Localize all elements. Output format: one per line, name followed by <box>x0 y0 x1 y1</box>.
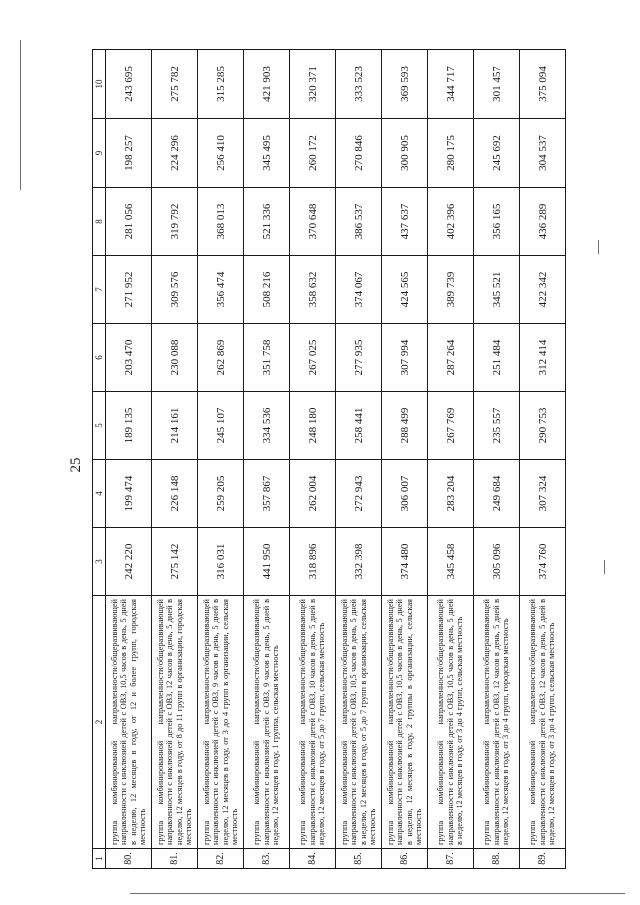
value-cell: 245 107 <box>198 392 244 460</box>
value-cell: 357 867 <box>244 460 290 528</box>
value-cell: 305 096 <box>474 528 520 596</box>
value-cell: 374 480 <box>382 528 428 596</box>
value-cell: 374 067 <box>336 256 382 324</box>
value-cell: 270 846 <box>336 119 382 188</box>
column-number-5: 5 <box>93 392 106 460</box>
value-cell: 332 398 <box>336 528 382 596</box>
value-cell: 235 557 <box>474 392 520 460</box>
table-row <box>152 50 198 869</box>
page-number: 25 <box>68 457 84 473</box>
row-number: 81. <box>152 849 198 869</box>
value-cell: 307 324 <box>520 460 566 528</box>
column-number-8: 8 <box>93 188 106 256</box>
table-row <box>474 50 520 869</box>
value-cell: 262 869 <box>198 324 244 392</box>
row-number: 82. <box>198 849 244 869</box>
value-cell: 275 782 <box>152 50 198 119</box>
value-cell: 358 632 <box>290 256 336 324</box>
value-cell: 521 336 <box>244 188 290 256</box>
row-description: группа комбинированной направленности/общеразвивающей направленности с инклюзией детей с ОВЗ, 9 часов в день, 5 дней в неделю, 12 месяцев в году, от 3 до 4 групп в организации, сельская местность <box>198 596 244 849</box>
value-cell: 242 220 <box>106 528 152 596</box>
row-description: группа комбинированной направленности/общеразвивающей направленности с инклюзией детей с ОВЗ, 10,5 часов в день, 5 дней в неделю, 12 месяцев в году, от 12 и более групп, городская местность <box>106 596 152 849</box>
value-cell: 370 648 <box>290 188 336 256</box>
column-number-6: 6 <box>93 324 106 392</box>
value-cell: 334 536 <box>244 392 290 460</box>
value-cell: 422 342 <box>520 256 566 324</box>
column-number-3: 3 <box>93 528 106 596</box>
value-cell: 251 484 <box>474 324 520 392</box>
value-cell: 344 717 <box>428 50 474 119</box>
row-number: 83. <box>244 849 290 869</box>
value-cell: 262 004 <box>290 460 336 528</box>
value-cell: 189 135 <box>106 392 152 460</box>
value-cell: 389 739 <box>428 256 474 324</box>
row-description: группа комбинированной направленности/общеразвивающей направленности с инклюзией детей с ОВЗ, 9 часов в день, 5 дней в неделю, 12 месяцев в году, 1 группа, сельская местность <box>244 596 290 849</box>
value-cell: 259 205 <box>198 460 244 528</box>
value-cell: 441 950 <box>244 528 290 596</box>
row-description: группа комбинированной направленности/общеразвивающей направленности с инклюзией детей с ОВЗ, 12 часов в день, 5 дней в неделю, 12 месяцев в году, от 3 до 4 групп, городская местность <box>474 596 520 849</box>
value-cell: 203 470 <box>106 324 152 392</box>
value-cell: 436 289 <box>520 188 566 256</box>
value-cell: 421 903 <box>244 50 290 119</box>
value-cell: 508 216 <box>244 256 290 324</box>
value-cell: 320 371 <box>290 50 336 119</box>
row-number: 85. <box>336 849 382 869</box>
value-cell: 243 695 <box>106 50 152 119</box>
value-cell: 281 056 <box>106 188 152 256</box>
value-cell: 345 495 <box>244 119 290 188</box>
value-cell: 287 264 <box>428 324 474 392</box>
tariff-table <box>92 49 566 869</box>
value-cell: 356 165 <box>474 188 520 256</box>
value-cell: 301 457 <box>474 50 520 119</box>
value-cell: 309 576 <box>152 256 198 324</box>
value-cell: 300 905 <box>382 119 428 188</box>
table-row <box>382 50 428 869</box>
value-cell: 272 943 <box>336 460 382 528</box>
value-cell: 345 521 <box>474 256 520 324</box>
row-number: 89. <box>520 849 566 869</box>
value-cell: 319 792 <box>152 188 198 256</box>
table-row <box>244 50 290 869</box>
value-cell: 198 257 <box>106 119 152 188</box>
value-cell: 375 094 <box>520 50 566 119</box>
value-cell: 256 410 <box>198 119 244 188</box>
value-cell: 280 175 <box>428 119 474 188</box>
value-cell: 318 896 <box>290 528 336 596</box>
table-row <box>198 50 244 869</box>
value-cell: 437 637 <box>382 188 428 256</box>
row-description: группа комбинированной направленности/общеразвивающей направленности с инклюзией детей с ОВЗ, 10,5 часов в день, 5 дней в неделю, 12 месяцев в году, от 5 до 7 групп в организации, сельская местность <box>336 596 382 849</box>
value-cell: 333 523 <box>336 50 382 119</box>
row-number: 88. <box>474 849 520 869</box>
value-cell: 245 692 <box>474 119 520 188</box>
value-cell: 306 007 <box>382 460 428 528</box>
value-cell: 267 025 <box>290 324 336 392</box>
row-number: 84. <box>290 849 336 869</box>
value-cell: 312 414 <box>520 324 566 392</box>
value-cell: 345 458 <box>428 528 474 596</box>
value-cell: 258 441 <box>336 392 382 460</box>
column-number-10: 10 <box>93 50 106 119</box>
value-cell: 249 684 <box>474 460 520 528</box>
row-description: группа комбинированной направленности/общеразвивающей направленности с инклюзией детей с ОВЗ, 12 часов в день, 5 дней в неделю, 12 месяцев в году, от 8 до 11 групп в организации, городская местность <box>152 596 198 849</box>
value-cell: 230 088 <box>152 324 198 392</box>
value-cell: 351 758 <box>244 324 290 392</box>
row-number: 87. <box>428 849 474 869</box>
value-cell: 315 285 <box>198 50 244 119</box>
value-cell: 290 753 <box>520 392 566 460</box>
value-cell: 283 204 <box>428 460 474 528</box>
column-number-9: 9 <box>93 119 106 188</box>
value-cell: 386 537 <box>336 188 382 256</box>
table-row <box>336 50 382 869</box>
column-number-2: 2 <box>93 596 106 849</box>
value-cell: 374 760 <box>520 528 566 596</box>
value-cell: 369 593 <box>382 50 428 119</box>
column-number-7: 7 <box>93 256 106 324</box>
value-cell: 402 396 <box>428 188 474 256</box>
value-cell: 271 952 <box>106 256 152 324</box>
row-number: 80. <box>106 849 152 869</box>
column-number-1: 1 <box>93 849 106 869</box>
table-row <box>106 50 152 869</box>
value-cell: 368 013 <box>198 188 244 256</box>
value-cell: 288 499 <box>382 392 428 460</box>
value-cell: 304 537 <box>520 119 566 188</box>
value-cell: 248 180 <box>290 392 336 460</box>
value-cell: 199 474 <box>106 460 152 528</box>
value-cell: 275 142 <box>152 528 198 596</box>
row-description: группа комбинированной направленности/общеразвивающей направленности с инклюзией детей с ОВЗ, 12 часов в день, 5 дней в неделю, 12 месяцев в году, от 3 до 4 групп, сельская местность <box>520 596 566 849</box>
value-cell: 214 161 <box>152 392 198 460</box>
row-description: группа комбинированной направленности/общеразвивающей направленности с инклюзией детей с ОВЗ, 10,5 часов в день, 5 дней в неделю, 12 месяцев в году, 2 группы в организации, сельская местность <box>382 596 428 849</box>
row-description: группа комбинированной направленности/общеразвивающей направленности с инклюзией детей с ОВЗ, 10 часов в день, 5 дней в неделю, 12 месяцев в году, от 5 до 7 групп, сельская местность <box>290 596 336 849</box>
value-cell: 356 474 <box>198 256 244 324</box>
column-number-row <box>93 50 106 869</box>
row-description: группа комбинированной направленности/общеразвивающей направленности с инклюзией детей с ОВЗ, 10,5 часов в день, 5 дней в неделю, 12 месяцев в году, от 3 до 4 групп, сельская местность <box>428 596 474 849</box>
value-cell: 267 769 <box>428 392 474 460</box>
table-body <box>106 50 566 869</box>
column-number-4: 4 <box>93 460 106 528</box>
value-cell: 224 296 <box>152 119 198 188</box>
value-cell: 277 935 <box>336 324 382 392</box>
value-cell: 307 994 <box>382 324 428 392</box>
value-cell: 226 148 <box>152 460 198 528</box>
table-row <box>428 50 474 869</box>
table-row <box>290 50 336 869</box>
value-cell: 316 031 <box>198 528 244 596</box>
value-cell: 424 565 <box>382 256 428 324</box>
value-cell: 260 172 <box>290 119 336 188</box>
row-number: 86. <box>382 849 428 869</box>
table-row <box>520 50 566 869</box>
